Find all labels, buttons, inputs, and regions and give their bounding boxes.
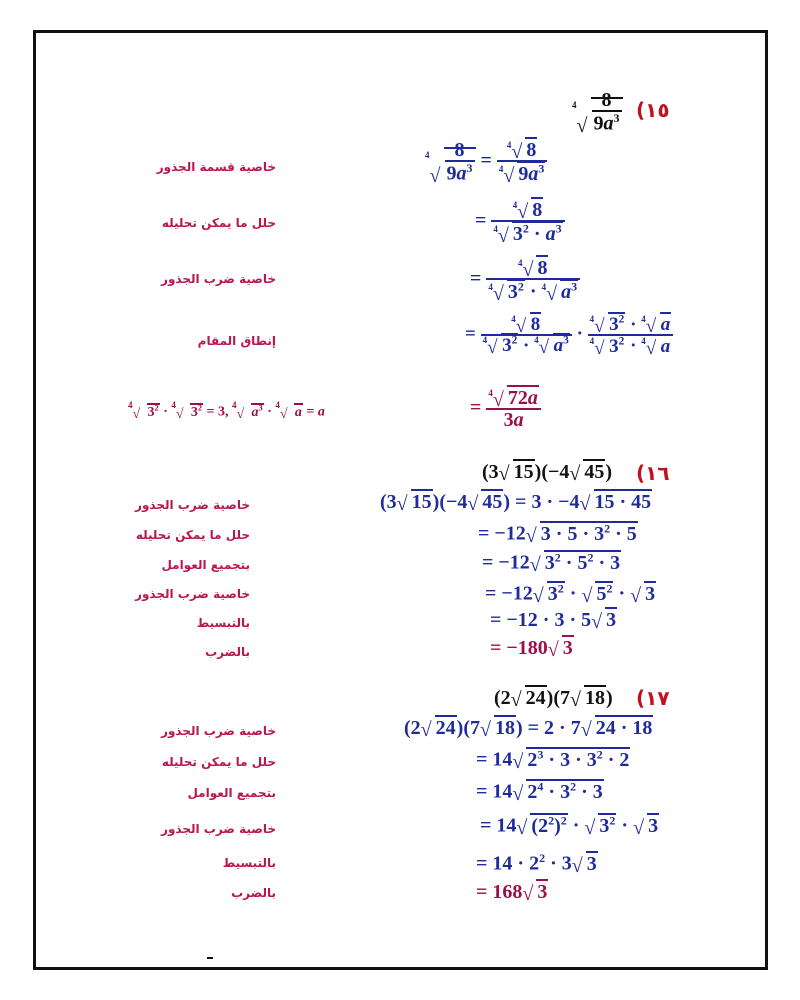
problem-17-number: ١٧) [636,686,670,710]
problem-16-step-2: = −12√ $3 \cdot 5 \cdot 3^2 \cdot 5$ [478,522,638,544]
step-note: حلل ما يمكن تحليله [135,528,250,542]
problem-15-step-3: = $\frac{^4√ 8}{^4√ 3^2 \cdot ^4√ a^3}$ [470,258,580,302]
problem-15-step-1: $^4$ √ $\frac{8}{9a^3}$ = $\frac{^4√ 8}{^4√ 9a^3}$ [425,140,547,184]
step-note: خاصية قسمة الجذور [156,160,276,174]
problem-16-statement: (3√ 15)(−4√ 45) [482,462,612,482]
step-note: بالضرب [231,886,276,900]
step-note: خاصية ضرب الجذور [135,587,250,601]
step-note: بالتبسيط [222,856,276,870]
problem-15-number: ١٥) [636,98,670,122]
step-note: حلل ما يمكن تحليله [161,755,276,769]
problem-15-step-4: = $\frac{^4√ 8}{^4√ 3^2 \cdot ^4√ a^3}$ · $\frac{^4√ 3^2 \cdot ^4√ a}{^4√ 3^2 \cdot ^4√ a}$ [465,315,673,356]
problem-16-step-4: = −12√ $3^2$ · √ $5^2$ · √ 3 [485,582,656,604]
step-note: بالتبسيط [196,616,250,630]
problem-16-step-3: = −12√ $3^2 \cdot 5^2 \cdot 3$ [482,551,621,573]
problem-17-statement: (2√ 24)(7√ 18) [494,688,613,708]
problem-17-step-6: = 168√ 3 [476,882,548,902]
problem-17-step-3: = 14√ $2^4 \cdot 3^2 \cdot 3$ [476,780,604,802]
step-note: خاصية ضرب الجذور [135,498,250,512]
problem-15-step-2: = $\frac{^4√ 8}{^4√ 3^2 \cdot a^3}$ [475,200,565,244]
problem-17-step-4: = 14√ $(2^2)^2$ · √ $3^2$ · √ 3 [480,814,659,836]
problem-17-step-1: (2√ 24)(7√ 18) = 2 · 7√ 24 · 18 [404,718,653,738]
problem-16-step-6: = −180√ 3 [490,638,574,658]
problem-15-statement: $^4$ √ $\frac{8}{9a^3}$ [572,90,623,134]
step-note: بالضرب [205,645,250,659]
problem-15-step-5: = $\frac{^4√ 72a}{3a}$ [470,388,541,430]
problem-16-step-5: = −12 · 3 · 5√ 3 [490,610,617,630]
step-note: بتجميع العوامل [187,786,276,800]
step-note: بتجميع العوامل [161,558,250,572]
step-note: خاصية ضرب الجذور [161,724,276,738]
problem-17-step-2: = 14√ $2^3 \cdot 3 \cdot 3^2 \cdot 2$ [476,748,630,770]
step-note: حلل ما يمكن تحليله [161,216,276,230]
page-mark [207,957,213,959]
problem-16-step-1: (3√ 15)(−4√ 45) = 3 · −4√ 15 · 45 [380,492,652,512]
step-note: خاصية ضرب الجذور [161,272,276,286]
problem-15-note-5: $^4$√ $3^2 \cdot ^4√$ $3^2 = 3$, $^4$√ $a^3 \cdot ^4√$ a = a [128,404,325,420]
problem-16-number: ١٦) [636,461,670,485]
step-note: خاصية ضرب الجذور [161,822,276,836]
problem-17-step-5: = $14 \cdot 2^2 \cdot 3√$ 3 [476,852,598,874]
step-note: إنطاق المقام [197,334,276,348]
